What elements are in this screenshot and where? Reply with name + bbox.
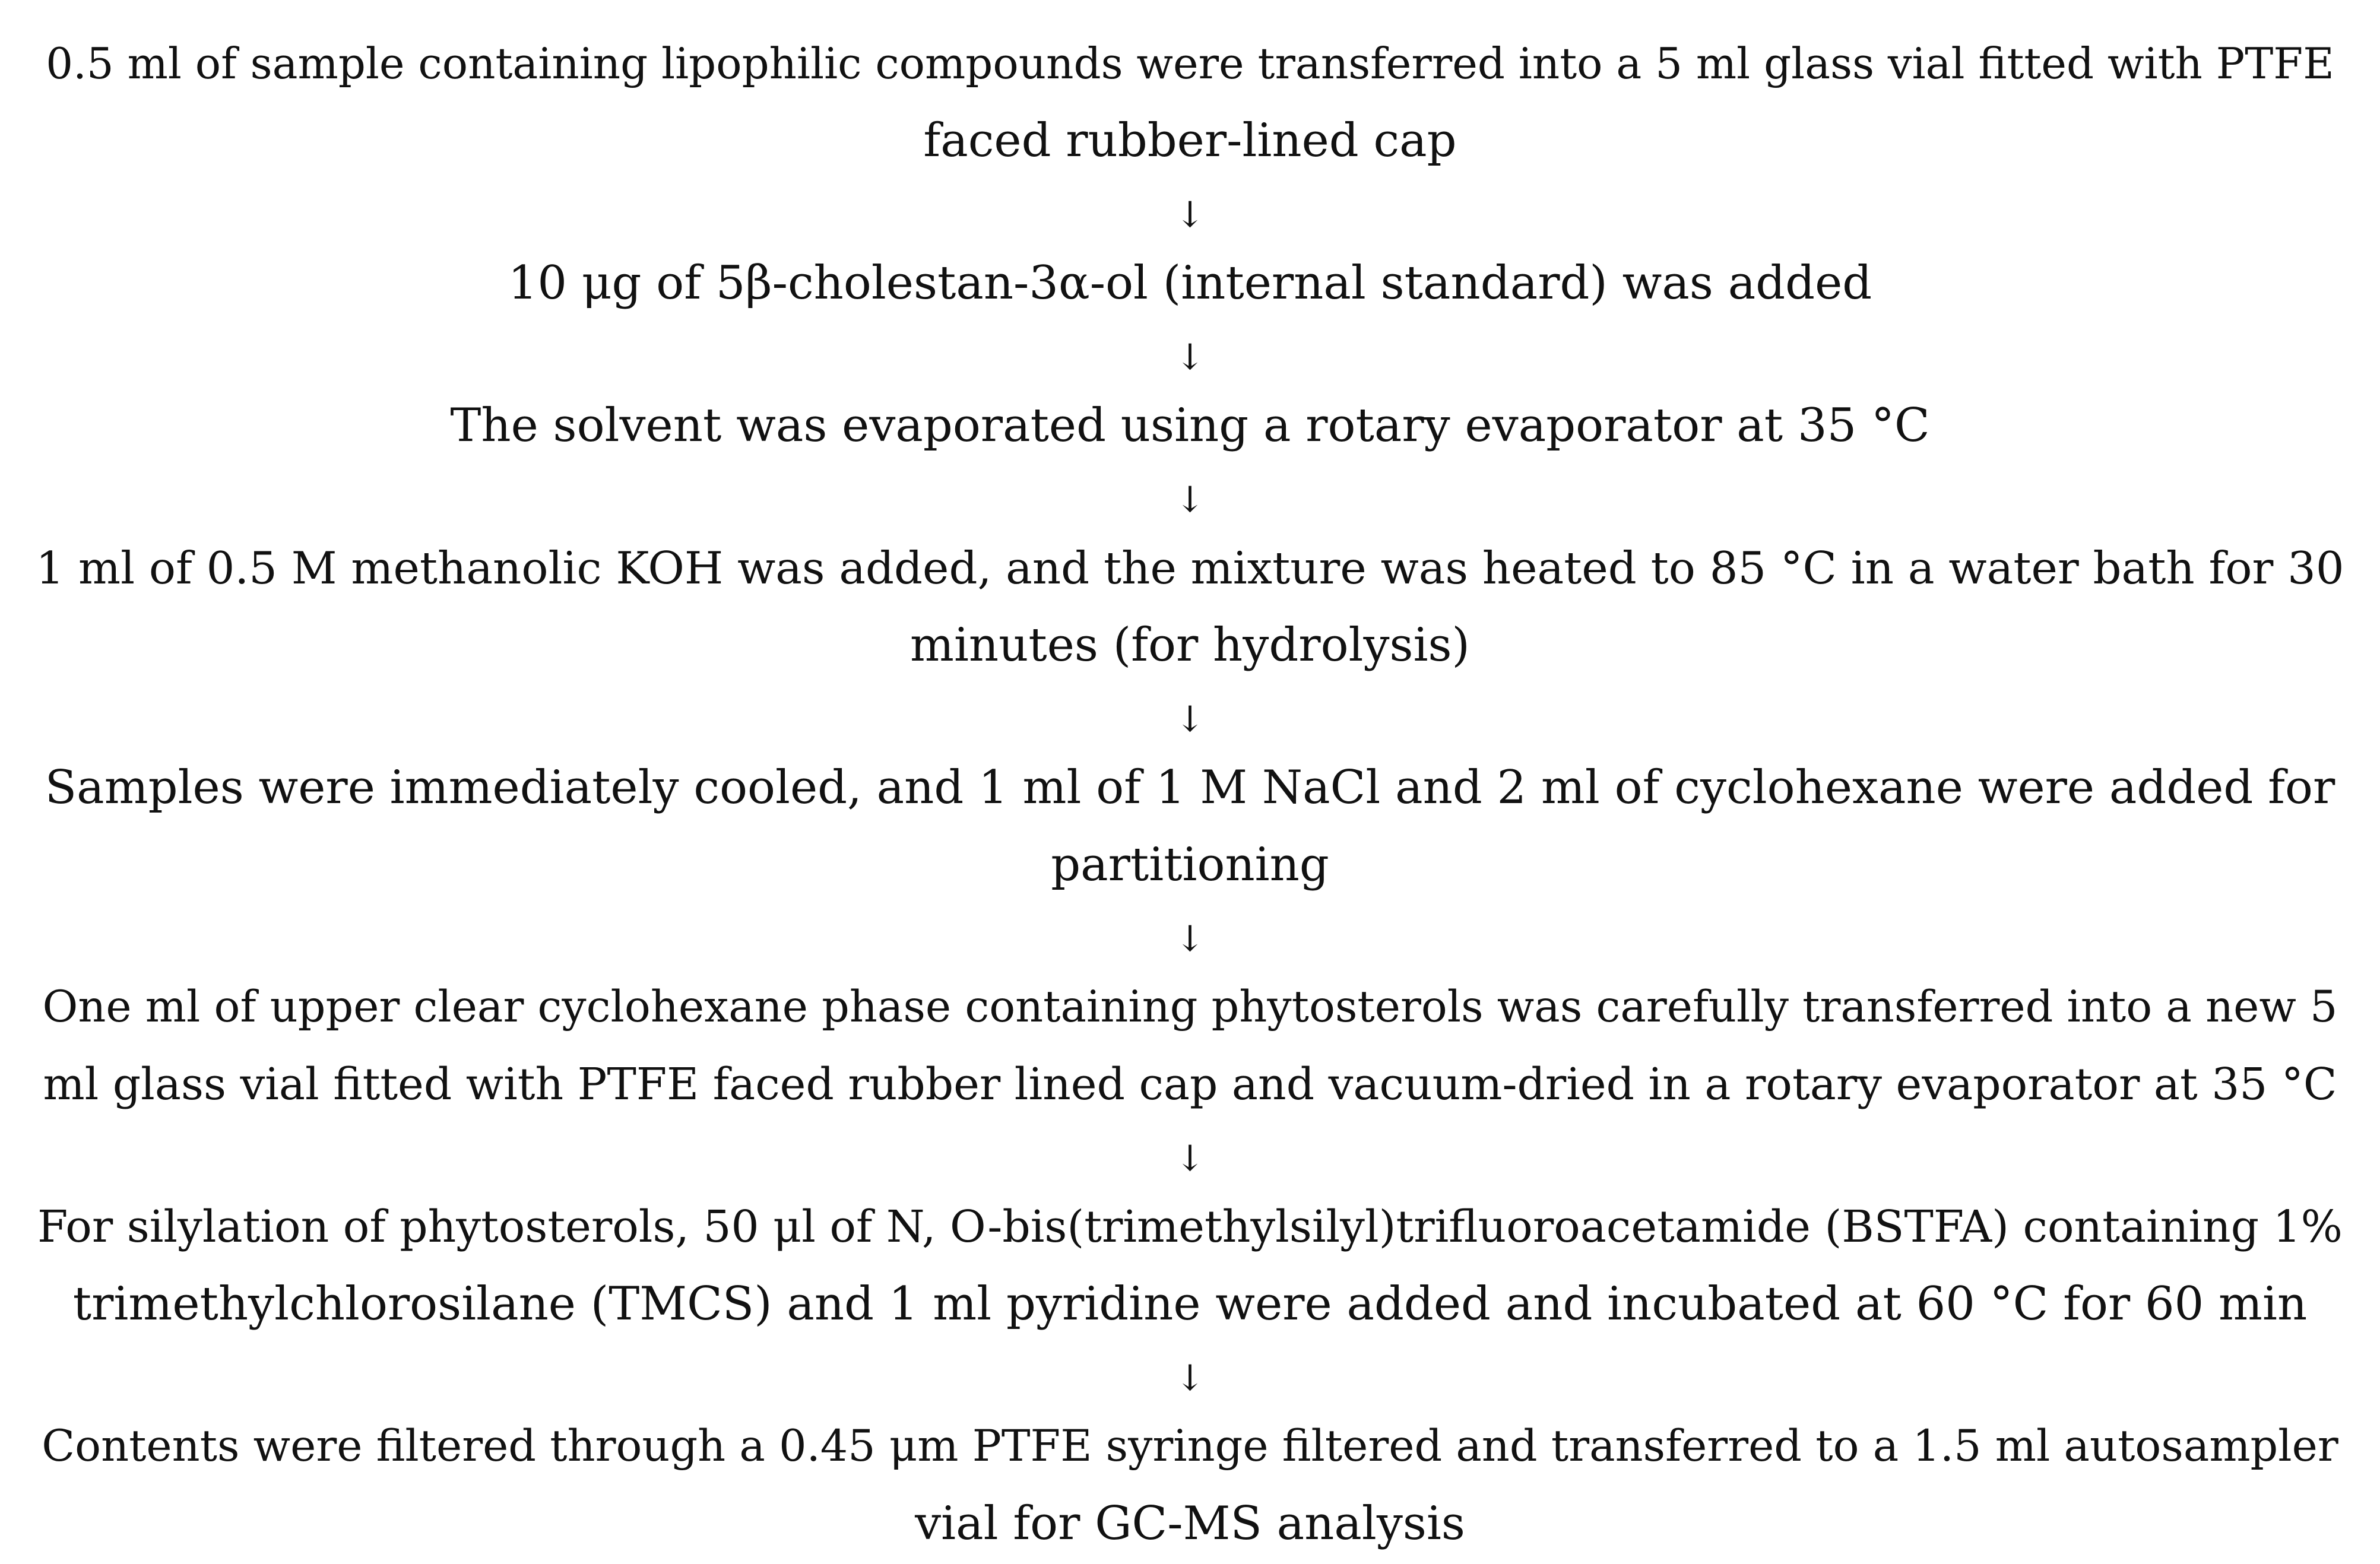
step-6-phase-transfer: [36, 969, 2344, 1123]
step-3-solvent-evaporation: [36, 387, 2344, 464]
step-1-sample-transfer: [36, 25, 2344, 179]
step-text-line: Contents were filtered through a 0.45 μm PTFE syringe filtered and transferred to a 1.5 ml autosampler: [42, 1421, 2338, 1471]
step-text-line: For silylation of phytosterols, 50 μl of N, O-bis(trimethylsilyl)trifluoroacetamide (BSTFA) containing 1%: [37, 1201, 2343, 1252]
step-2-internal-standard: [36, 245, 2344, 322]
step-7-silylation: [36, 1188, 2344, 1343]
down-arrow-icon: ↓: [1175, 1138, 1205, 1179]
step-text-line: One ml of upper clear cyclohexane phase containing phytosterols was carefully transferred into a new 5: [42, 982, 2338, 1032]
step-text-line: Samples were immediately cooled, and 1 ml of 1 M NaCl and 2 ml of cyclohexane were added for: [45, 761, 2335, 814]
step-text-line: trimethylchlorosilane (TMCS) and 1 ml pyridine were added and incubated at 60 °C for 60 min: [72, 1277, 2308, 1331]
down-arrow-icon: ↓: [1175, 194, 1205, 236]
down-arrow-icon: ↓: [1175, 918, 1205, 960]
step-4-hydrolysis: [36, 529, 2344, 684]
step-5-partitioning: [36, 749, 2344, 903]
step-text-line: 0.5 ml of sample containing lipophilic compounds were transferred into a 5 ml glass vial fitted with PTFE: [46, 39, 2334, 88]
step-text-line: The solvent was evaporated using a rotary evaporator at 35 °C: [450, 399, 1930, 452]
step-text-line: vial for GC-MS analysis: [915, 1497, 1465, 1550]
down-arrow-icon: ↓: [1175, 337, 1205, 378]
step-text-line: ml glass vial fitted with PTFE faced rubber lined cap and vacuum-dried in a rotary evaporator at 35 °C: [43, 1059, 2337, 1110]
down-arrow-icon: ↓: [1175, 1357, 1205, 1399]
step-text-line: partitioning: [1051, 838, 1329, 892]
step-text-line: 10 μg of 5β-cholestan-3α-ol (internal standard) was added: [508, 256, 1872, 310]
step-text-line: minutes (for hydrolysis): [910, 618, 1470, 672]
down-arrow-icon: ↓: [1175, 699, 1205, 740]
step-text-line: 1 ml of 0.5 M methanolic KOH was added, and the mixture was heated to 85 °C in a water bath for 30: [36, 542, 2344, 594]
step-text-line: faced rubber-lined cap: [923, 114, 1457, 167]
down-arrow-icon: ↓: [1175, 479, 1205, 521]
step-8-filtration: [36, 1408, 2344, 1562]
